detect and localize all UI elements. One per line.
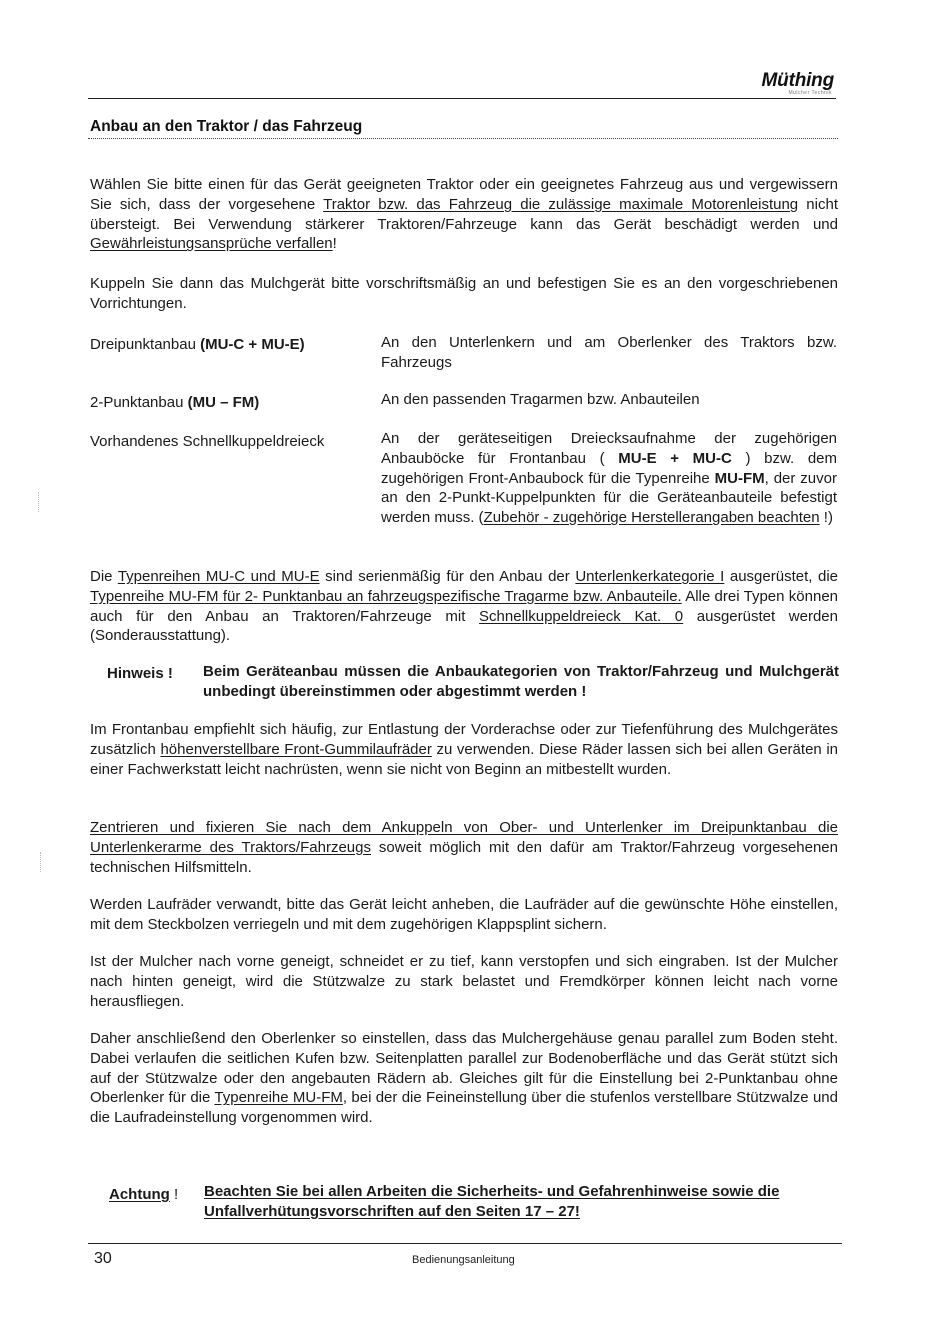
mount-desc-zweipunkt: An den passenden Tragarmen bzw. Anbauteilen: [381, 391, 700, 408]
text: zu verwenden. Diese Räder lassen sich bei allen Geräten in einer Fachwerkstatt leicht nachrüsten, wenn sie nicht von Beginn an mitbestellt wurden.: [90, 740, 839, 778]
paragraph-wheels: Werden Laufräder verwandt, bitte das Gerät leicht anheben, die Laufräder auf die gewünschte Höhe einstellen, mit dem Steckbolzen verriegeln und mit dem zugehörigen Klappsplint sichern.: [90, 896, 838, 933]
hinweis-text: Beim Geräteanbau müssen die Anbaukategorien von Traktor/Fahrzeug und Mulchgerät unbedingt übereinstimmen oder abgestimmt werden !: [203, 663, 839, 700]
underlined-text: Achtung: [109, 1186, 170, 1203]
paragraph-coupling: Kuppeln Sie dann das Mulchgerät bitte vorschriftsmäßig an und befestigen Sie es an den vorgeschriebenen Vorrichtungen.: [90, 275, 838, 312]
footer-title: Bedienungsanleitung: [412, 1254, 515, 1266]
text: !: [332, 235, 337, 253]
underlined-text: Typenreihe MU-FM für 2- Punktanbau an fahrzeugspezifische Tragarme bzw. Anbauteile.: [90, 587, 682, 605]
mount-label-zweipunkt: [90, 393, 370, 413]
underlined-text: Zentrieren und fixieren Sie nach dem Ankuppeln von Ober- und Unterlenker im Dreipunktanbau die Unterlenkerarme des Traktors/Fahrzeugs: [90, 819, 838, 856]
text: ausgerüstet werden (Sonderausstattung).: [90, 607, 838, 645]
scan-margin-mark: [40, 852, 43, 872]
page-number: 30: [94, 1250, 112, 1267]
section-title: Anbau an den Traktor / das Fahrzeug: [90, 118, 363, 135]
bold-text: MU-FM: [714, 469, 765, 487]
brand-logo: Müthing: [761, 70, 834, 91]
mount-desc-dreipunkt: An den Unterlenkern und am Oberlenker des Traktors bzw. Fahrzeugs: [381, 334, 837, 371]
text: sind serienmäßig für den Anbau der: [319, 568, 576, 585]
text: An der geräteseitigen Dreiecksaufnahme der zugehörigen Anbauböcke für Frontanbau (: [381, 430, 837, 467]
underlined-text: Gewährleistungsansprüche verfallen: [90, 235, 333, 253]
underlined-text: Beachten Sie bei allen Arbeiten die Sicherheits- und Gefahrenhinweise sowie die Unfallverhütungsvorschriften auf den Seiten 17 – 27!: [204, 1183, 780, 1220]
header-rule: [88, 98, 836, 99]
underlined-text: Traktor bzw. das Fahrzeug die zulässige maximale Motorenleistung: [323, 195, 799, 213]
text: soweit möglich mit den dafür am Traktor/Fahrzeug vorgesehenen technischen Hilfsmitteln.: [90, 838, 838, 876]
underlined-text: höhenverstellbare Front-Gummilaufräder: [160, 740, 432, 758]
footer-rule: [88, 1243, 842, 1244]
text: , der zuvor an den 2-Punkt-Kuppelpunkten für die Geräteanbauteile befestigt werden muss. (: [381, 469, 837, 527]
text: Die: [90, 568, 118, 585]
text: ) bzw. dem zugehörigen Front-Anbaubock für die Typenreihe: [381, 449, 837, 487]
underlined-text: Schnellkuppeldreieck Kat. 0: [479, 607, 684, 625]
section-title-rule: [88, 138, 838, 139]
underlined-text: Typenreihe MU-FM: [214, 1089, 343, 1107]
text: Daher anschließend den Oberlenker so einstellen, dass das Mulchergehäuse genau parallel zum Boden steht. Dabei verlaufen die seitlichen Kufen bzw. Seitenplatten parallel zur Bodenoberfläche und das Gerät stützt sich auf der Stützwalze oder den angebauten Rädern ab. Gleiches gilt für die Einstellung bei 2-Punktanbau ohne Oberlenker für die: [90, 1030, 838, 1107]
paragraph-type-series: [90, 567, 838, 646]
bold-text: (MU-C + MU-E): [200, 336, 305, 353]
underlined-text: Typenreihen MU-C und MU-E: [117, 568, 320, 585]
text: Wählen Sie bitte einen für das Gerät geeigneten Traktor oder ein geeignetes Fahrzeug aus und vergewissern Sie sich, dass der vorgesehene: [90, 176, 838, 213]
achtung-text: [204, 1182, 828, 1222]
bold-text: MU-E + MU-C: [618, 449, 732, 467]
paragraph-top-link: [90, 1029, 838, 1128]
hinweis-label: Hinweis !: [107, 665, 173, 682]
mount-label-schnellkuppel: Vorhandenes Schnellkuppeldreieck: [90, 433, 325, 450]
text: 2-Punktanbau: [90, 394, 188, 411]
underlined-text: Unterlenkerkategorie I: [575, 568, 725, 585]
paragraph-centering: [90, 818, 838, 877]
bold-text: (MU – FM): [187, 394, 260, 411]
mount-desc-schnellkuppel: [381, 429, 837, 528]
achtung-label: [109, 1185, 178, 1205]
text: Alle drei Typen können auch für den Anbau an Traktoren/Fahrzeuge mit: [90, 587, 839, 625]
text: , bei der die Feineinstellung über die stufenlos verstellbare Stützwalze und die Laufradeinstellung vorgenommen wird.: [90, 1089, 838, 1127]
text: Dreipunktanbau: [90, 336, 201, 353]
text: !): [819, 509, 833, 527]
text: nicht übersteigt. Bei Verwendung stärkerer Traktoren/Fahrzeuge kann das Gerät beschädigt werden und: [90, 195, 838, 233]
text: !: [169, 1186, 179, 1203]
underlined-text: Zubehör - zugehörige Herstellerangaben beachten: [483, 509, 820, 527]
mount-label-dreipunkt: [90, 335, 370, 355]
paragraph-tractor-selection: [90, 175, 838, 254]
text: Im Frontanbau empfiehlt sich häufig, zur Entlastung der Vorderachse oder zur Tiefenführung des Mulchgerätes zusätzlich: [90, 721, 838, 758]
text: ausgerüstet, die: [724, 568, 839, 585]
brand-logo-subtitle: Mulcher Technik: [788, 90, 832, 96]
scan-margin-mark: [38, 492, 41, 512]
paragraph-tilt: Ist der Mulcher nach vorne geneigt, schneidet er zu tief, kann verstopfen und sich eingraben. Ist der Mulcher nach hinten geneigt, wird die Stützwalze zu stark belastet und Fremdkörper können leicht nach vorne herausfliegen.: [90, 953, 838, 1010]
paragraph-front-mounting: [90, 720, 838, 779]
